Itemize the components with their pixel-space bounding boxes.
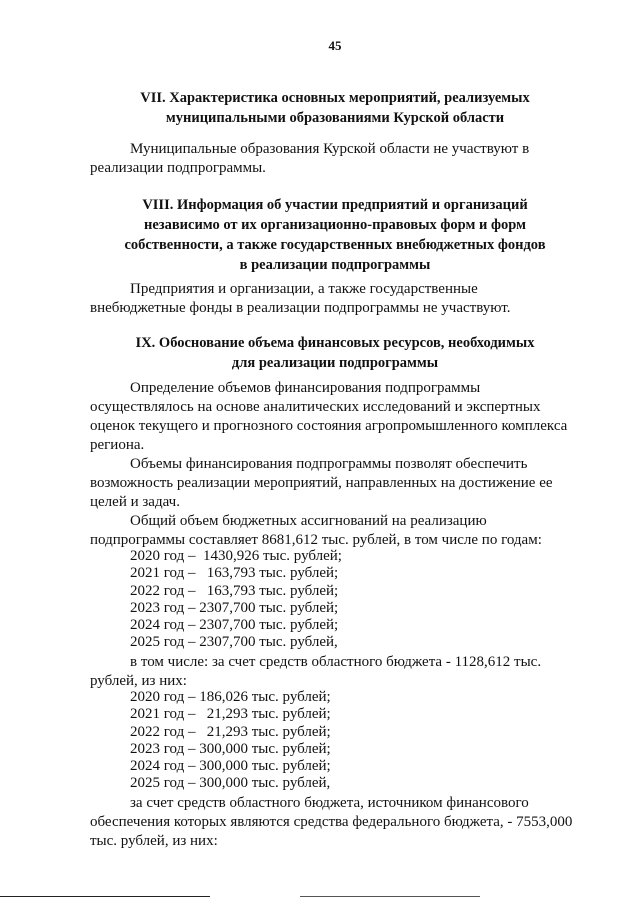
section-9-paragraph-5 <box>90 794 580 851</box>
list-item: 2025 год – 300,000 тыс. рублей, <box>130 775 331 792</box>
list-item: 2021 год – 163,793 тыс. рублей; <box>130 565 339 582</box>
section-7-paragraph <box>90 140 580 178</box>
paragraph-line: Общий объем бюджетных ассигнований на реализацию <box>130 513 487 529</box>
paragraph-line: реализации подпрограммы. <box>90 160 266 176</box>
section-9-paragraph-3 <box>90 512 580 550</box>
heading-line: собственности, а также государственных внебюджетных фондов <box>124 237 546 253</box>
paragraph-line: осуществлялось на основе аналитических исследований и экспертных <box>90 399 541 415</box>
paragraph-line: региона. <box>90 437 145 453</box>
scan-artifact-line <box>0 896 210 897</box>
paragraph-line: тыс. рублей, из них: <box>90 833 218 849</box>
list-item: 2021 год – 21,293 тыс. рублей; <box>130 706 331 723</box>
paragraph-line: Муниципальные образования Курской области не участвуют в <box>130 141 530 157</box>
list-item: 2020 год – 1430,926 тыс. рублей; <box>130 548 342 564</box>
section-8-heading <box>90 195 580 275</box>
heading-line: муниципальными образованиями Курской области <box>165 110 505 126</box>
paragraph-line: рублей, из них: <box>90 673 187 689</box>
paragraph-line: в том числе: за счет средств областного бюджета - 1128,612 тыс. <box>130 654 542 670</box>
heading-line: IX. Обоснование объема финансовых ресурсов, необходимых <box>135 335 535 351</box>
paragraph-line: внебюджетные фонды в реализации подпрограммы не участвуют. <box>90 300 511 316</box>
heading-line: независимо от их организационно-правовых форм и форм <box>143 217 527 233</box>
heading-line: VII. Характеристика основных мероприятий, реализуемых <box>140 90 530 106</box>
paragraph-line: Предприятия и организации, а также государственные <box>130 281 478 297</box>
list-item: 2024 год – 300,000 тыс. рублей; <box>130 758 331 775</box>
section-9-paragraph-4 <box>90 653 580 691</box>
page-number: 45 <box>328 38 342 53</box>
list-item: 2023 год – 2307,700 тыс. рублей; <box>130 599 339 616</box>
paragraph-line: оценок текущего и прогнозного состояния агропромышленного комплекса <box>90 418 568 434</box>
list-item: 2022 год – 163,793 тыс. рублей; <box>130 582 339 599</box>
paragraph-line: возможность реализации мероприятий, направленных на достижение ее <box>90 475 553 491</box>
paragraph-line: подпрограммы составляет 8681,612 тыс. рублей, в том числе по годам: <box>90 532 542 548</box>
section-7-heading <box>90 88 580 128</box>
list-item: 2022 год – 21,293 тыс. рублей; <box>130 723 331 740</box>
regional-funding-by-year-list <box>130 689 331 793</box>
heading-line: VIII. Информация об участии предприятий и организаций <box>142 197 528 213</box>
paragraph-line: обеспечения которых являются средства федерального бюджета, - 7553,000 <box>90 814 573 830</box>
scan-artifact-line <box>300 896 480 897</box>
heading-line: для реализации подпрограммы <box>231 355 439 371</box>
paragraph-line: Определение объемов финансирования подпрограммы <box>130 380 481 396</box>
heading-line: в реализации подпрограммы <box>239 257 431 273</box>
paragraph-line: целей и задач. <box>90 494 180 510</box>
total-funding-by-year-list <box>130 548 342 652</box>
list-item: 2025 год – 2307,700 тыс. рублей, <box>130 634 338 651</box>
section-9-heading <box>90 333 580 373</box>
list-item: 2024 год – 2307,700 тыс. рублей; <box>130 617 339 634</box>
paragraph-line: за счет средств областного бюджета, источником финансового <box>130 795 529 811</box>
paragraph-line: Объемы финансирования подпрограммы позволят обеспечить <box>130 456 528 472</box>
list-item: 2023 год – 300,000 тыс. рублей; <box>130 740 331 757</box>
section-8-paragraph <box>90 280 580 318</box>
document-page <box>90 0 580 905</box>
section-9-paragraph-1 <box>90 379 580 455</box>
section-9-paragraph-2 <box>90 455 580 512</box>
list-item: 2020 год – 186,026 тыс. рублей; <box>130 689 331 705</box>
